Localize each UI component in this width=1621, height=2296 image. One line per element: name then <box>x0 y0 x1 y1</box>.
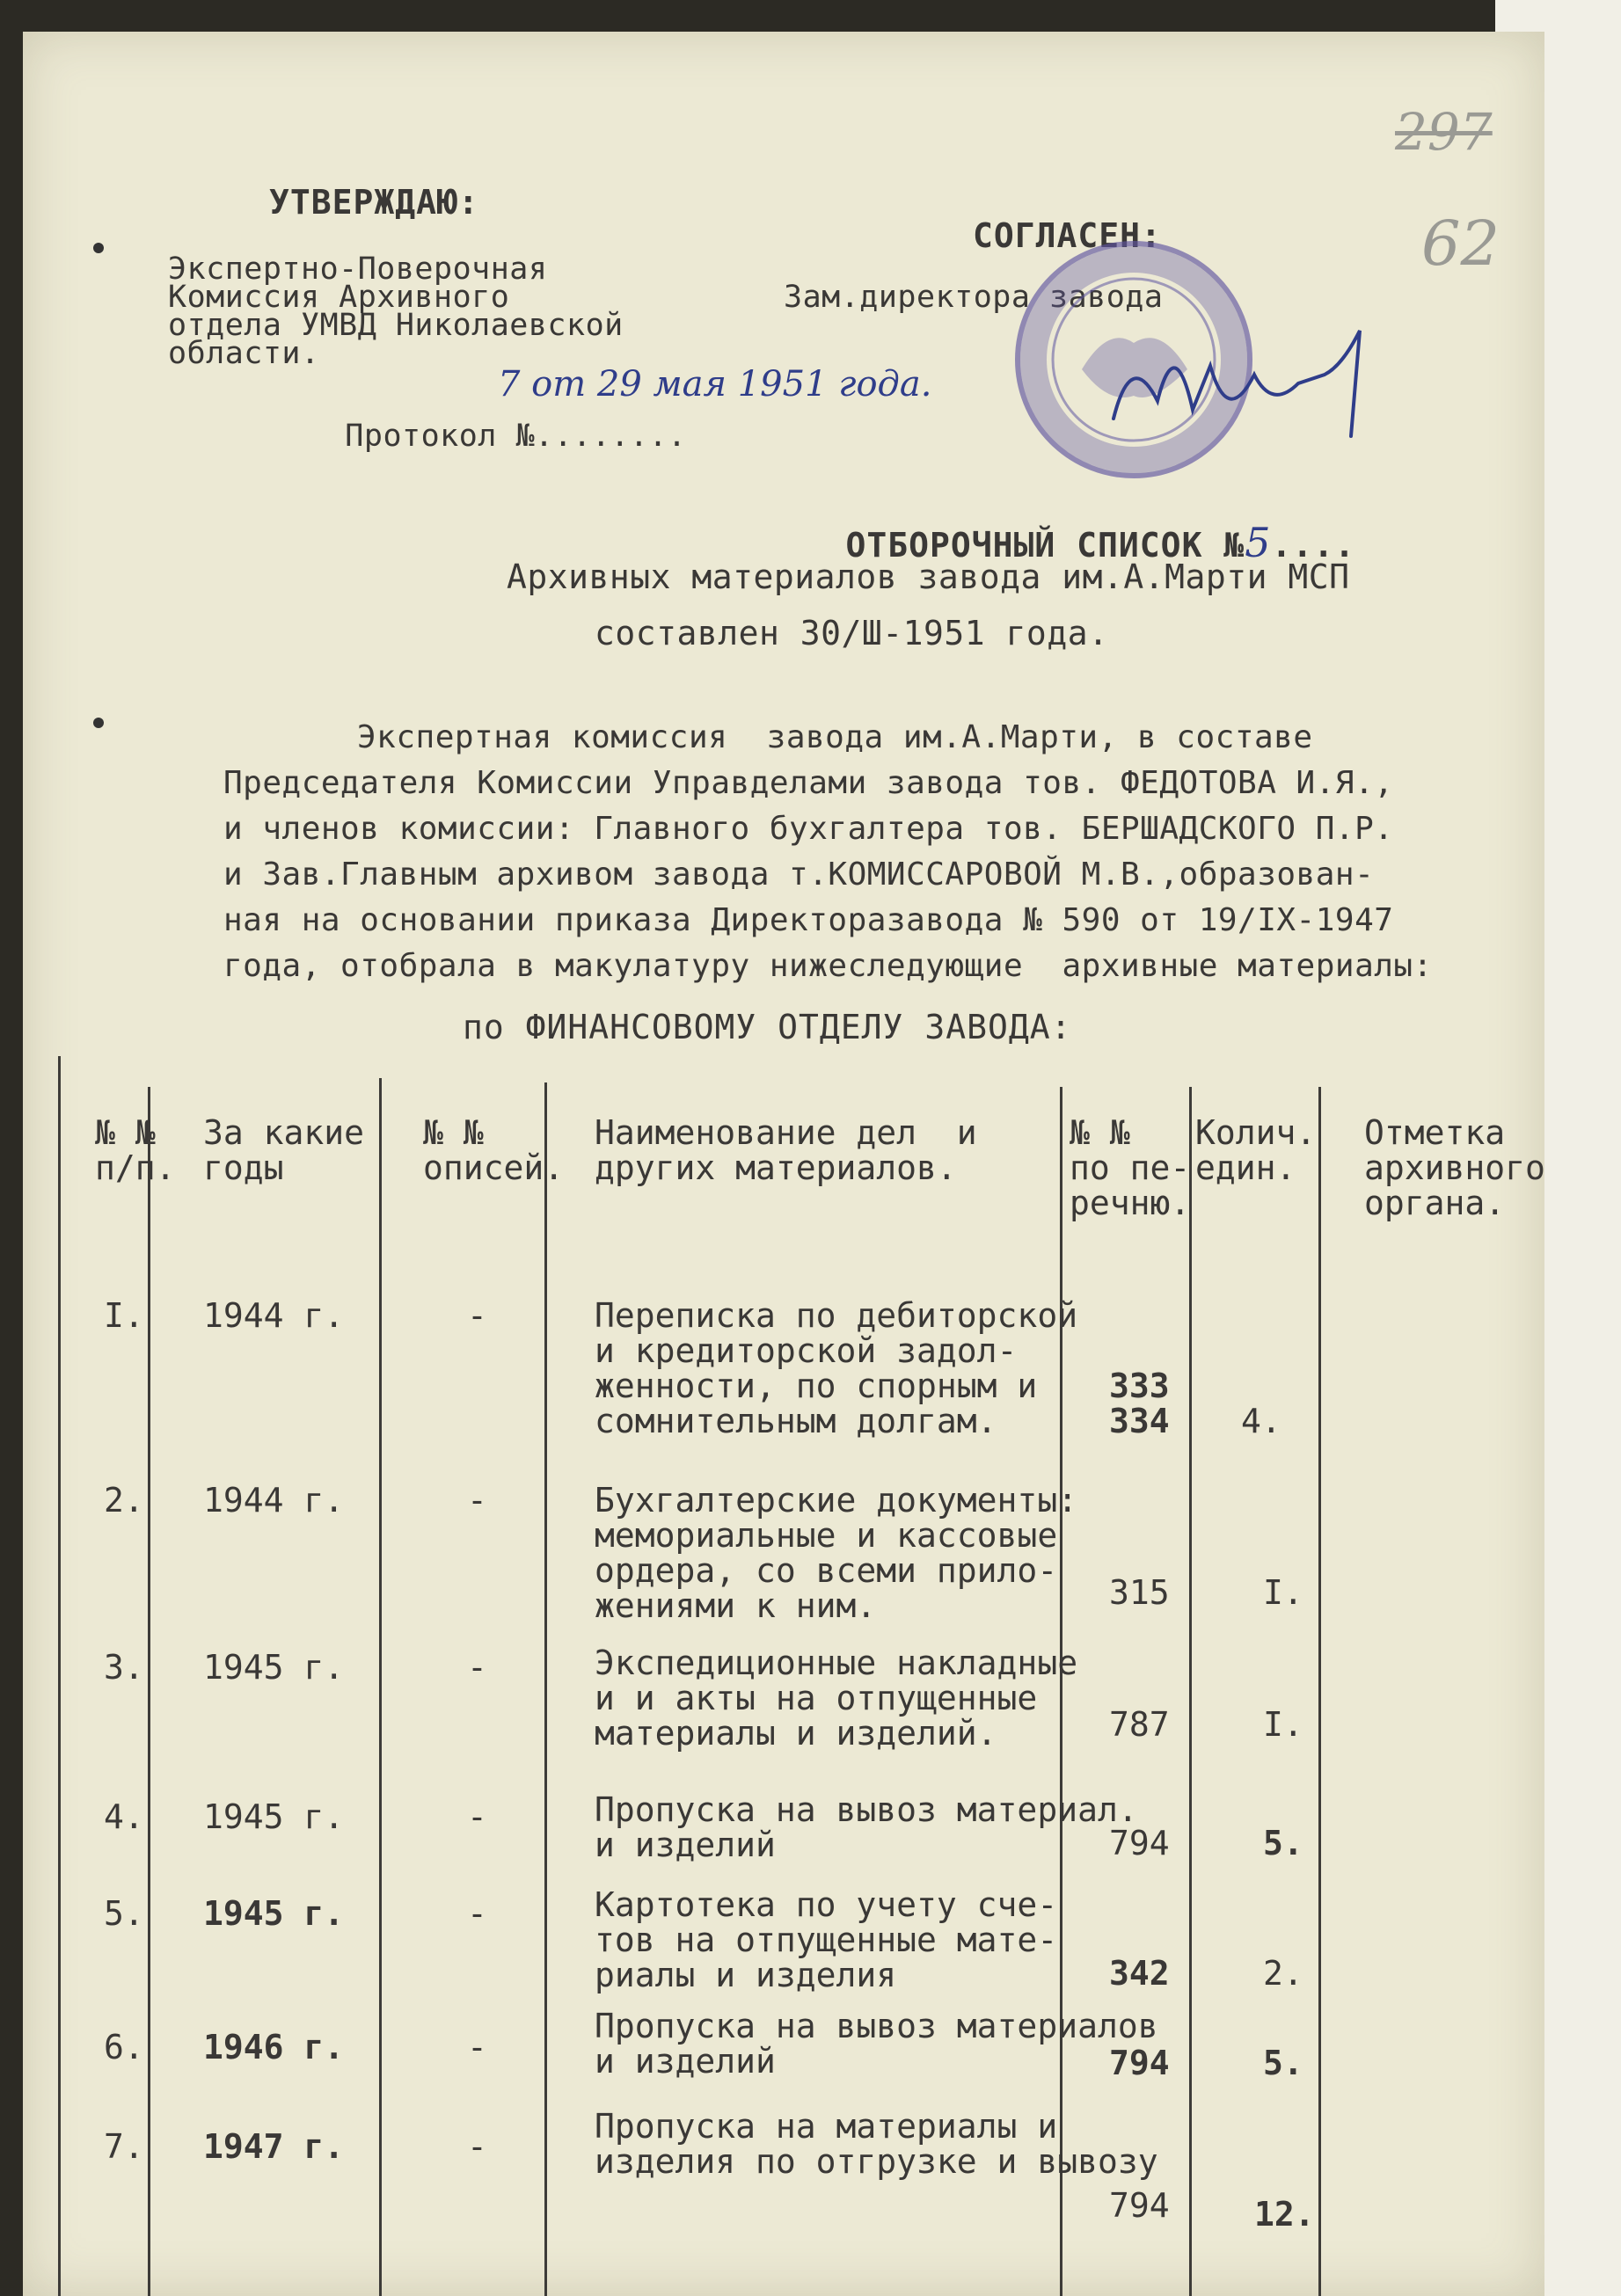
row-ref: 333 334 <box>1109 1367 1170 1440</box>
header-name: Наименование дел и других материалов. <box>595 1113 977 1187</box>
body-line: Экспертная комиссия завода им.А.Марти, в составе <box>357 719 1313 755</box>
header-qty: Колич. един. <box>1195 1113 1317 1187</box>
row-ref: 794 <box>1109 2044 1170 2082</box>
row-number: I. <box>104 1296 144 1335</box>
row-year: 1945 г. <box>203 1894 345 1933</box>
protocol-dots: ........ <box>535 419 687 454</box>
header-number: № № п/п. <box>95 1113 176 1187</box>
row-year: 1947 г. <box>203 2127 345 2166</box>
row-inventory: - <box>467 1648 487 1687</box>
row-name: Переписка по дебиторской и кредиторской задол- женности, по спорным и сомнительным долгам. <box>595 1296 1078 1440</box>
row-inventory: - <box>467 1481 487 1520</box>
row-number: 5. <box>104 1894 144 1933</box>
agree-line: Зам.директора завода <box>784 280 1164 315</box>
row-qty: I. <box>1263 1573 1303 1612</box>
protocol-prefix: Протокол № <box>345 419 536 454</box>
agree-title: СОГЛАСЕН: <box>973 216 1162 255</box>
subtitle-line-2: составлен 30/Ш-1951 года. <box>595 614 1109 652</box>
row-name: Бухгалтерские документы: мемориальные и кассовые ордера, со всеми прило- жениями к ним. <box>595 1481 1078 1625</box>
body-line: Председателя Комиссии Управделами завода тов. ФЕДОТОВА И.Я., <box>223 765 1394 801</box>
row-number: 3. <box>104 1648 144 1687</box>
section-title: по ФИНАНСОВОМУ ОТДЕЛУ ЗАВОДА: <box>463 1008 1072 1046</box>
row-ref: 342 <box>1109 1954 1170 1993</box>
col-rule <box>148 1087 150 2296</box>
row-ref: 794 <box>1109 2186 1170 2225</box>
col-rule <box>379 1078 382 2296</box>
header-inventories: № № описей. <box>423 1113 565 1187</box>
header-ref: № № по пе- речню. <box>1070 1113 1191 1222</box>
row-number: 6. <box>104 2028 144 2066</box>
row-inventory: - <box>467 1894 487 1933</box>
approve-line: Экспертно-Поверочная <box>168 251 548 287</box>
row-year: 1945 г. <box>203 1797 345 1836</box>
row-year: 1944 г. <box>203 1481 345 1520</box>
header-years: За какие годы <box>203 1113 365 1187</box>
row-inventory: - <box>467 2127 487 2166</box>
row-ref: 787 <box>1109 1705 1170 1744</box>
row-name: Картотека по учету сче- тов на отпущенные мате- риалы и изделия <box>595 1885 1058 1994</box>
protocol-handwritten: 7 от 29 мая 1951 года. <box>498 364 932 405</box>
row-qty: 12. <box>1254 2195 1315 2234</box>
punch-hole <box>93 243 104 253</box>
list-number: 5 <box>1245 519 1272 566</box>
row-ref: 315 <box>1109 1573 1170 1612</box>
row-name: Пропуска на материалы и изделия по отгрузке и вывозу <box>595 2107 1158 2181</box>
row-year: 1945 г. <box>203 1648 345 1687</box>
list-title: ОТБОРОЧНЫЙ СПИСОК № <box>845 526 1245 565</box>
document-sheet <box>23 32 1544 2296</box>
approve-line: Комиссия Архивного <box>168 280 510 315</box>
row-name: Экспедиционные накладные и и акты на отпущенные материалы и изделий. <box>595 1644 1078 1753</box>
row-name: Пропуска на вывоз материалов и изделий <box>595 2007 1158 2081</box>
body-line: и Зав.Главным архивом завода т.КОМИССАРОВОЙ М.В.,образован- <box>223 856 1375 893</box>
row-qty: 5. <box>1263 2044 1303 2082</box>
col-rule <box>1318 1087 1321 2296</box>
row-number: 4. <box>104 1797 144 1836</box>
approve-line: отдела УМВД Николаевской <box>168 308 624 343</box>
page-number: 62 <box>1421 208 1501 280</box>
row-qty: I. <box>1263 1705 1303 1744</box>
row-year: 1944 г. <box>203 1296 345 1335</box>
row-inventory: - <box>467 1797 487 1836</box>
body-line: ная на основании приказа Директоразавода № 590 от 19/IX-1947 <box>223 902 1394 938</box>
row-qty: 4. <box>1241 1402 1281 1440</box>
punch-hole <box>93 718 104 728</box>
subtitle-line-1: Архивных материалов завода им.А.Марти МСП <box>507 558 1350 596</box>
row-number: 2. <box>104 1481 144 1520</box>
body-line: года, отобрала в макулатуру нижеследующие архивные материалы: <box>223 948 1433 984</box>
row-inventory: - <box>467 1296 487 1335</box>
col-rule <box>544 1082 547 2296</box>
approve-line: области. <box>168 336 320 371</box>
signature-icon <box>1096 313 1377 454</box>
page-number-crossed: 297 <box>1395 102 1493 162</box>
col-rule <box>58 1056 61 2296</box>
row-qty: 2. <box>1263 1954 1303 1993</box>
body-line: и членов комиссии: Главного бухгалтера тов. БЕРШАДСКОГО П.Р. <box>223 811 1394 847</box>
row-inventory: - <box>467 2028 487 2066</box>
row-year: 1946 г. <box>203 2028 345 2066</box>
col-rule <box>1189 1087 1192 2296</box>
row-number: 7. <box>104 2127 144 2166</box>
row-name: Пропуска на вывоз материал. и изделий <box>595 1790 1138 1864</box>
header-mark: Отметка архивного органа. <box>1364 1113 1545 1222</box>
list-dots: .... <box>1271 526 1355 565</box>
approve-title: УТВЕРЖДАЮ: <box>269 183 479 222</box>
row-ref: 794 <box>1109 1824 1170 1862</box>
row-qty: 5. <box>1263 1824 1303 1862</box>
